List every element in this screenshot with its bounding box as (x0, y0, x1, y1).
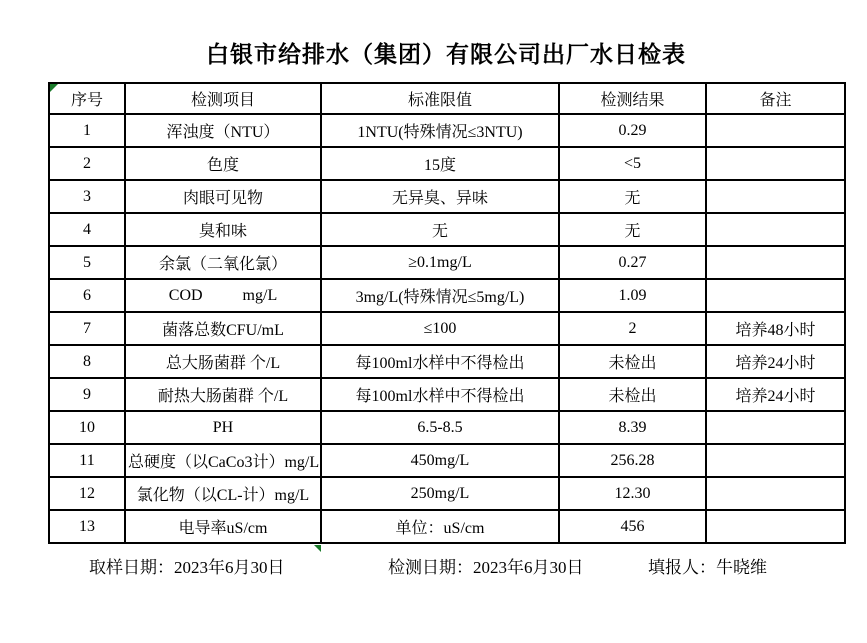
header-row (49, 83, 845, 114)
cell-limit: 无异臭、异味 (321, 180, 559, 213)
header-no: 序号 (49, 83, 125, 114)
table-row (49, 444, 845, 477)
cell-limit: 无 (321, 213, 559, 246)
table-row (49, 279, 845, 312)
table-row (49, 147, 845, 180)
cell-result: 256.28 (559, 444, 706, 477)
reporter-label: 填报人：牛晓维 (648, 558, 767, 577)
cell-result: 456 (559, 510, 706, 543)
cell-remark (706, 279, 845, 312)
cell-result: 12.30 (559, 477, 706, 510)
table-row (49, 213, 845, 246)
cell-result: 0.27 (559, 246, 706, 279)
cell-no: 1 (49, 114, 125, 147)
header-remark: 备注 (706, 83, 845, 114)
cell-item: 肉眼可见物 (125, 180, 321, 213)
cell-result: <5 (559, 147, 706, 180)
cell-item: 耐热大肠菌群 个/L (125, 378, 321, 411)
table-body (49, 114, 845, 543)
cell-item: 总大肠菌群 个/L (125, 345, 321, 378)
cell-no: 8 (49, 345, 125, 378)
cell-remark (706, 114, 845, 147)
sampling-date-label: 取样日期：2023年6月30日 (89, 558, 285, 577)
excel-corner-marker-icon (50, 84, 58, 92)
table-row (49, 411, 845, 444)
cell-no: 7 (49, 312, 125, 345)
cell-no: 10 (49, 411, 125, 444)
cell-no: 13 (49, 510, 125, 543)
cell-no: 3 (49, 180, 125, 213)
cell-item: 浑浊度（NTU） (125, 114, 321, 147)
cell-limit: 1NTU(特殊情况≤3NTU) (321, 114, 559, 147)
cell-limit: ≥0.1mg/L (321, 246, 559, 279)
table-row (49, 345, 845, 378)
cell-remark (706, 444, 845, 477)
cell-item: COD mg/L (125, 279, 321, 312)
cell-limit: ≤100 (321, 312, 559, 345)
table-row (49, 180, 845, 213)
cell-result: 8.39 (559, 411, 706, 444)
cell-item: 色度 (125, 147, 321, 180)
cell-limit: 15度 (321, 147, 559, 180)
cell-remark (706, 180, 845, 213)
cell-limit: 450mg/L (321, 444, 559, 477)
cell-no: 4 (49, 213, 125, 246)
cell-remark (706, 411, 845, 444)
cell-limit: 250mg/L (321, 477, 559, 510)
footer (0, 553, 867, 577)
header-item: 检测项目 (125, 83, 321, 114)
cell-result: 2 (559, 312, 706, 345)
cell-remark: 培养48小时 (706, 312, 845, 345)
cell-remark: 培养24小时 (706, 345, 845, 378)
cell-no: 11 (49, 444, 125, 477)
inspection-table (48, 82, 846, 544)
cell-result: 未检出 (559, 345, 706, 378)
cell-remark (706, 477, 845, 510)
page-title: 白银市给排水（集团）有限公司出厂水日检表 (206, 42, 686, 67)
cell-item: 电导率uS/cm (125, 510, 321, 543)
table-row (49, 114, 845, 147)
header-result: 检测结果 (559, 83, 706, 114)
cell-item: 臭和味 (125, 213, 321, 246)
cell-limit: 每100ml水样中不得检出 (321, 345, 559, 378)
cell-remark (706, 510, 845, 543)
table-row (49, 378, 845, 411)
table-row (49, 510, 845, 543)
header-limit: 标准限值 (321, 83, 559, 114)
cell-item: 余氯（二氧化氯） (125, 246, 321, 279)
table-row (49, 312, 845, 345)
table-header (49, 83, 845, 114)
cell-remark (706, 213, 845, 246)
cell-result: 无 (559, 213, 706, 246)
cell-limit: 单位：uS/cm (321, 510, 559, 543)
cell-result: 无 (559, 180, 706, 213)
cell-no: 12 (49, 477, 125, 510)
cell-no: 9 (49, 378, 125, 411)
cell-limit: 每100ml水样中不得检出 (321, 378, 559, 411)
cell-no: 5 (49, 246, 125, 279)
cell-no: 2 (49, 147, 125, 180)
cell-result: 1.09 (559, 279, 706, 312)
cell-item: 总硬度（以CaCo3计）mg/L (125, 444, 321, 477)
table-row (49, 246, 845, 279)
cell-item: 氯化物（以CL-计）mg/L (125, 477, 321, 510)
cell-remark (706, 246, 845, 279)
cell-result: 未检出 (559, 378, 706, 411)
cell-limit: 6.5-8.5 (321, 411, 559, 444)
testing-date-label: 检测日期：2023年6月30日 (388, 558, 584, 577)
cell-no: 6 (49, 279, 125, 312)
cell-remark: 培养24小时 (706, 378, 845, 411)
cell-remark (706, 147, 845, 180)
cell-limit: 3mg/L(特殊情况≤5mg/L) (321, 279, 559, 312)
cell-item: PH (125, 411, 321, 444)
cell-result: 0.29 (559, 114, 706, 147)
table-row (49, 477, 845, 510)
cell-item: 菌落总数CFU/mL (125, 312, 321, 345)
excel-fill-handle-icon (314, 545, 321, 552)
